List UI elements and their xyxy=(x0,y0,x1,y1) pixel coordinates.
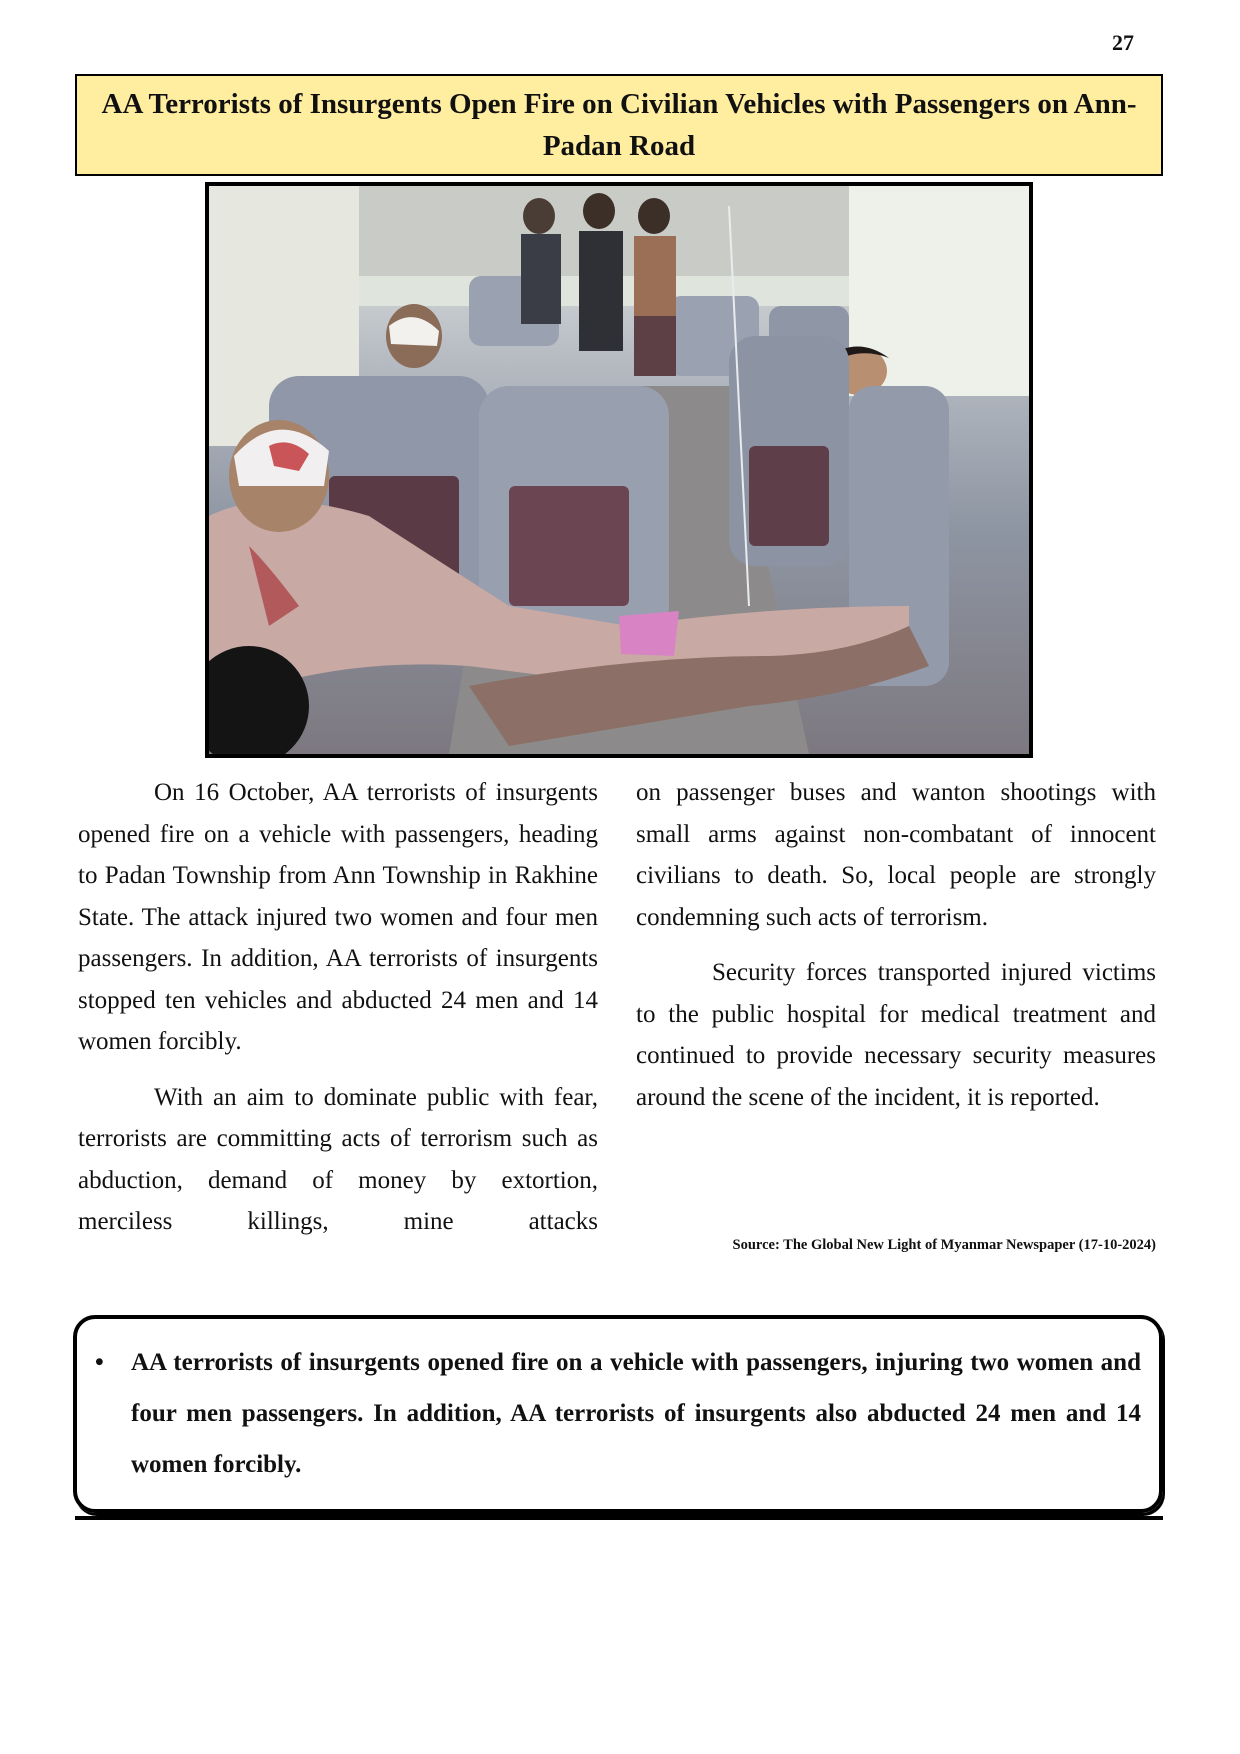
photo-illustration xyxy=(209,186,1029,754)
page-number: 27 xyxy=(1112,30,1134,55)
injured-passengers-bus-photo xyxy=(205,182,1033,758)
divider xyxy=(75,1516,1163,1520)
article-paragraph: On 16 October, AA terrorists of insurgents opened fire on a vehicle with passengers, heading to Padan Township from Ann Township in Rakhine State. The attack injured two women and four men passengers. In addition, AA terrorists of insurgents stopped ten vehicles and abducted 24 men and 14 women forcibly. xyxy=(78,779,598,1055)
bullet-icon: • xyxy=(95,1349,104,1376)
article-paragraph: on passenger buses and wanton shootings with small arms against non-combatant of innocent civilians to death. So, local people are strongly condemning such acts of terrorism. xyxy=(636,779,1156,931)
article-title: AA Terrorists of Insurgents Open Fire on Civilian Vehicles with Passengers on Ann-Padan Road xyxy=(75,74,1163,176)
article-paragraph: With an aim to dominate public with fear, terrorists are committing acts of terrorism such as abduction, demand of money by extortion, merciless killings, mine attacks xyxy=(78,1083,598,1235)
article-paragraph: Security forces transported injured victims to the public hospital for medical treatment and continued to provide necessary security measures around the scene of the incident, it is reported. xyxy=(636,959,1156,1111)
summary-text: AA terrorists of insurgents opened fire on a vehicle with passengers, injuring two women and four men passengers. In addition, AA terrorists of insurgents also abducted 24 men and 14 women forcibly. xyxy=(131,1349,1141,1478)
article-right-column xyxy=(636,772,1156,1132)
source-citation: Source: The Global New Light of Myanmar Newspaper (17-10-2024) xyxy=(732,1237,1156,1253)
article-left-column xyxy=(78,772,598,1257)
summary-box xyxy=(73,1315,1163,1513)
